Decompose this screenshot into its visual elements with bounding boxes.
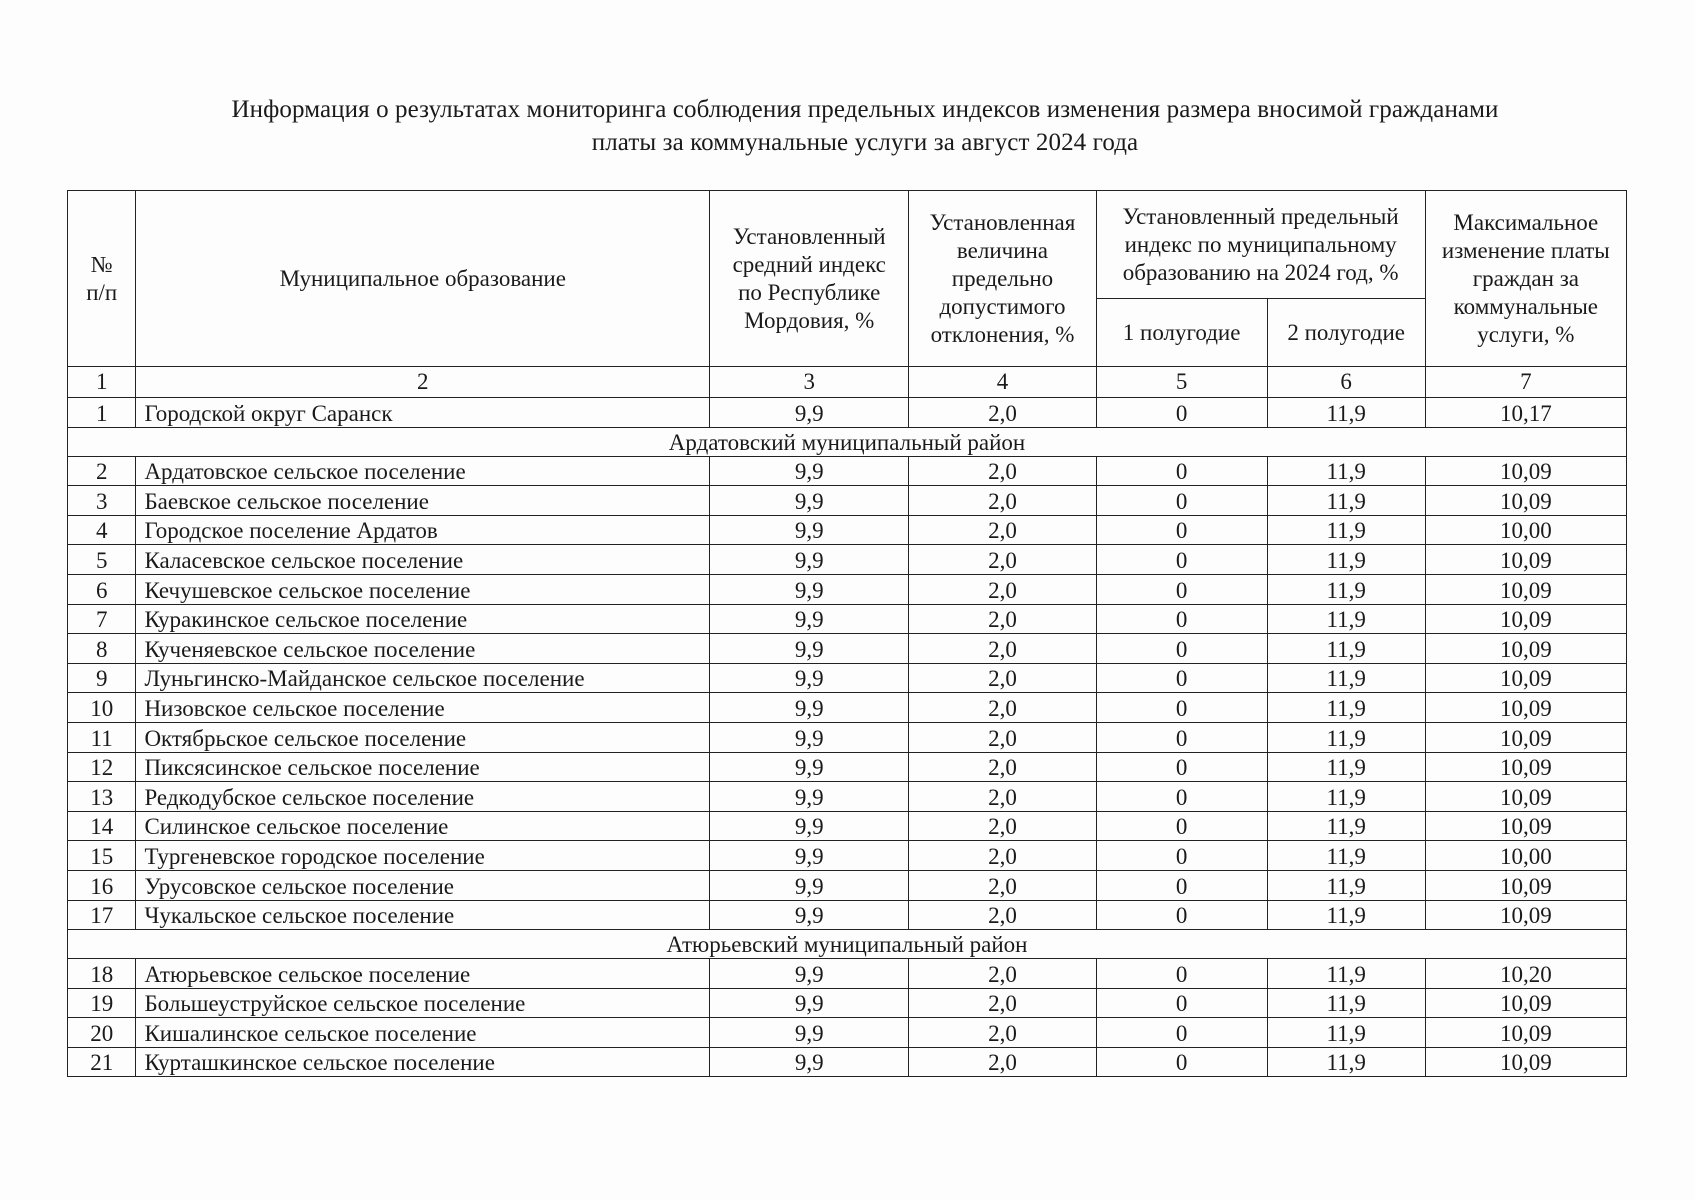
half-1-index-cell: 0 — [1096, 811, 1267, 841]
table-row — [68, 574, 1627, 604]
row-number-cell: 6 — [68, 574, 136, 604]
table-row — [68, 456, 1627, 486]
table-row — [68, 604, 1627, 634]
half-2-index-cell: 11,9 — [1267, 900, 1425, 930]
half-2-index-cell: 11,9 — [1267, 456, 1425, 486]
row-number-cell: 3 — [68, 486, 136, 516]
column-number: 6 — [1267, 367, 1425, 398]
max-change-cell: 10,09 — [1425, 900, 1626, 930]
half-2-index-cell: 11,9 — [1267, 841, 1425, 871]
column-number: 3 — [710, 367, 909, 398]
table-row — [68, 663, 1627, 693]
deviation-cell: 2,0 — [909, 456, 1096, 486]
table-row — [68, 900, 1627, 930]
municipality-name-cell: Урусовское сельское поселение — [136, 870, 710, 900]
district-group-label: Атюрьевский муниципальный район — [68, 930, 1627, 959]
half-2-index-cell: 11,9 — [1267, 1047, 1425, 1077]
municipality-name-cell: Силинское сельское поселение — [136, 811, 710, 841]
table-row — [68, 693, 1627, 723]
header-num: № п/п — [68, 191, 136, 367]
deviation-cell: 2,0 — [909, 1018, 1096, 1048]
table-row — [68, 870, 1627, 900]
avg-index-cell: 9,9 — [710, 988, 909, 1018]
avg-index-cell: 9,9 — [710, 1018, 909, 1048]
max-change-cell: 10,09 — [1425, 811, 1626, 841]
municipality-name-cell: Низовское сельское поселение — [136, 693, 710, 723]
avg-index-cell: 9,9 — [710, 959, 909, 989]
avg-index-cell: 9,9 — [710, 782, 909, 812]
municipality-name-cell: Большеуструйское сельское поселение — [136, 988, 710, 1018]
deviation-cell: 2,0 — [909, 1047, 1096, 1077]
avg-index-cell: 9,9 — [710, 663, 909, 693]
max-change-cell: 10,09 — [1425, 456, 1626, 486]
half-1-index-cell: 0 — [1096, 782, 1267, 812]
municipality-name-cell: Городской округ Саранск — [136, 398, 710, 428]
half-2-index-cell: 11,9 — [1267, 515, 1425, 545]
table-row — [68, 398, 1627, 428]
avg-index-cell: 9,9 — [710, 811, 909, 841]
deviation-cell: 2,0 — [909, 663, 1096, 693]
half-1-index-cell: 0 — [1096, 752, 1267, 782]
half-2-index-cell: 11,9 — [1267, 663, 1425, 693]
row-number-cell: 4 — [68, 515, 136, 545]
avg-index-cell: 9,9 — [710, 900, 909, 930]
avg-index-cell: 9,9 — [710, 722, 909, 752]
deviation-cell: 2,0 — [909, 841, 1096, 871]
half-1-index-cell: 0 — [1096, 988, 1267, 1018]
header-limit-index-group: Установленный предельный индекс по муниципальному образованию на 2024 год, % — [1096, 191, 1425, 299]
half-1-index-cell: 0 — [1096, 870, 1267, 900]
half-1-index-cell: 0 — [1096, 398, 1267, 428]
half-2-index-cell: 11,9 — [1267, 782, 1425, 812]
table-row — [68, 752, 1627, 782]
row-number-cell: 16 — [68, 870, 136, 900]
row-number-cell: 9 — [68, 663, 136, 693]
monitoring-table — [67, 190, 1627, 1077]
half-1-index-cell: 0 — [1096, 515, 1267, 545]
deviation-cell: 2,0 — [909, 811, 1096, 841]
max-change-cell: 10,09 — [1425, 574, 1626, 604]
municipality-name-cell: Кученяевское сельское поселение — [136, 634, 710, 664]
half-2-index-cell: 11,9 — [1267, 959, 1425, 989]
table-row — [68, 1047, 1627, 1077]
table-body — [68, 398, 1627, 1077]
avg-index-cell: 9,9 — [710, 545, 909, 575]
table-row — [68, 959, 1627, 989]
table-row — [68, 722, 1627, 752]
deviation-cell: 2,0 — [909, 693, 1096, 723]
header-half-1: 1 полугодие — [1096, 299, 1267, 367]
row-number-cell: 15 — [68, 841, 136, 871]
deviation-cell: 2,0 — [909, 515, 1096, 545]
row-number-cell: 14 — [68, 811, 136, 841]
municipality-name-cell: Атюрьевское сельское поселение — [136, 959, 710, 989]
row-number-cell: 12 — [68, 752, 136, 782]
half-1-index-cell: 0 — [1096, 1047, 1267, 1077]
deviation-cell: 2,0 — [909, 900, 1096, 930]
half-1-index-cell: 0 — [1096, 1018, 1267, 1048]
deviation-cell: 2,0 — [909, 870, 1096, 900]
max-change-cell: 10,00 — [1425, 515, 1626, 545]
row-number-cell: 21 — [68, 1047, 136, 1077]
half-1-index-cell: 0 — [1096, 574, 1267, 604]
municipality-name-cell: Курташкинское сельское поселение — [136, 1047, 710, 1077]
max-change-cell: 10,09 — [1425, 486, 1626, 516]
row-number-cell: 5 — [68, 545, 136, 575]
row-number-cell: 10 — [68, 693, 136, 723]
row-number-cell: 11 — [68, 722, 136, 752]
max-change-cell: 10,09 — [1425, 1018, 1626, 1048]
avg-index-cell: 9,9 — [710, 693, 909, 723]
max-change-cell: 10,17 — [1425, 398, 1626, 428]
deviation-cell: 2,0 — [909, 398, 1096, 428]
avg-index-cell: 9,9 — [710, 870, 909, 900]
avg-index-cell: 9,9 — [710, 574, 909, 604]
max-change-cell: 10,09 — [1425, 988, 1626, 1018]
deviation-cell: 2,0 — [909, 604, 1096, 634]
district-group-row — [68, 930, 1627, 959]
column-number: 5 — [1096, 367, 1267, 398]
column-number: 2 — [136, 367, 710, 398]
max-change-cell: 10,09 — [1425, 693, 1626, 723]
table-row — [68, 515, 1627, 545]
municipality-name-cell: Чукальское сельское поселение — [136, 900, 710, 930]
table-row — [68, 545, 1627, 575]
half-1-index-cell: 0 — [1096, 841, 1267, 871]
deviation-cell: 2,0 — [909, 574, 1096, 604]
half-2-index-cell: 11,9 — [1267, 693, 1425, 723]
header-half-2: 2 полугодие — [1267, 299, 1425, 367]
half-2-index-cell: 11,9 — [1267, 634, 1425, 664]
half-2-index-cell: 11,9 — [1267, 604, 1425, 634]
row-number-cell: 20 — [68, 1018, 136, 1048]
row-number-cell: 1 — [68, 398, 136, 428]
max-change-cell: 10,09 — [1425, 663, 1626, 693]
table-row — [68, 988, 1627, 1018]
max-change-cell: 10,00 — [1425, 841, 1626, 871]
district-group-row — [68, 427, 1627, 456]
deviation-cell: 2,0 — [909, 752, 1096, 782]
avg-index-cell: 9,9 — [710, 486, 909, 516]
deviation-cell: 2,0 — [909, 782, 1096, 812]
column-number: 7 — [1425, 367, 1626, 398]
avg-index-cell: 9,9 — [710, 1047, 909, 1077]
municipality-name-cell: Тургеневское городское поселение — [136, 841, 710, 871]
max-change-cell: 10,09 — [1425, 634, 1626, 664]
row-number-cell: 8 — [68, 634, 136, 664]
half-1-index-cell: 0 — [1096, 959, 1267, 989]
municipality-name-cell: Кечушевское сельское поселение — [136, 574, 710, 604]
row-number-cell: 19 — [68, 988, 136, 1018]
municipality-name-cell: Ардатовское сельское поселение — [136, 456, 710, 486]
row-number-cell: 7 — [68, 604, 136, 634]
half-2-index-cell: 11,9 — [1267, 574, 1425, 604]
municipality-name-cell: Баевское сельское поселение — [136, 486, 710, 516]
half-2-index-cell: 11,9 — [1267, 722, 1425, 752]
avg-index-cell: 9,9 — [710, 456, 909, 486]
max-change-cell: 10,09 — [1425, 545, 1626, 575]
half-1-index-cell: 0 — [1096, 634, 1267, 664]
deviation-cell: 2,0 — [909, 634, 1096, 664]
avg-index-cell: 9,9 — [710, 634, 909, 664]
title-line-2: платы за коммунальные услуги за август 2024 года — [591, 129, 1139, 156]
row-number-cell: 2 — [68, 456, 136, 486]
avg-index-cell: 9,9 — [710, 841, 909, 871]
column-numbers-row — [68, 367, 1627, 398]
deviation-cell: 2,0 — [909, 545, 1096, 575]
table-row — [68, 634, 1627, 664]
row-number-cell: 17 — [68, 900, 136, 930]
half-1-index-cell: 0 — [1096, 722, 1267, 752]
half-2-index-cell: 11,9 — [1267, 870, 1425, 900]
title-line-1: Информация о результатах мониторинга соблюдения предельных индексов изменения размера вносимой гражданами — [231, 96, 1499, 123]
table-row — [68, 782, 1627, 812]
municipality-name-cell: Городское поселение Ардатов — [136, 515, 710, 545]
table-row — [68, 1018, 1627, 1048]
municipality-name-cell: Кишалинское сельское поселение — [136, 1018, 710, 1048]
municipality-name-cell: Луньгинско-Майданское сельское поселение — [136, 663, 710, 693]
deviation-cell: 2,0 — [909, 988, 1096, 1018]
half-1-index-cell: 0 — [1096, 663, 1267, 693]
column-number: 1 — [68, 367, 136, 398]
max-change-cell: 10,09 — [1425, 604, 1626, 634]
district-group-label: Ардатовский муниципальный район — [68, 427, 1627, 456]
half-1-index-cell: 0 — [1096, 486, 1267, 516]
municipality-name-cell: Редкодубское сельское поселение — [136, 782, 710, 812]
max-change-cell: 10,09 — [1425, 1047, 1626, 1077]
municipality-name-cell: Пиксясинское сельское поселение — [136, 752, 710, 782]
half-1-index-cell: 0 — [1096, 456, 1267, 486]
half-2-index-cell: 11,9 — [1267, 545, 1425, 575]
row-number-cell: 13 — [68, 782, 136, 812]
table-row — [68, 486, 1627, 516]
half-2-index-cell: 11,9 — [1267, 398, 1425, 428]
municipality-name-cell: Куракинское сельское поселение — [136, 604, 710, 634]
half-2-index-cell: 11,9 — [1267, 752, 1425, 782]
max-change-cell: 10,09 — [1425, 722, 1626, 752]
row-number-cell: 18 — [68, 959, 136, 989]
half-1-index-cell: 0 — [1096, 604, 1267, 634]
half-1-index-cell: 0 — [1096, 545, 1267, 575]
avg-index-cell: 9,9 — [710, 752, 909, 782]
deviation-cell: 2,0 — [909, 959, 1096, 989]
column-number: 4 — [909, 367, 1096, 398]
header-municipality: Муниципальное образование — [136, 191, 710, 367]
half-2-index-cell: 11,9 — [1267, 486, 1425, 516]
half-1-index-cell: 0 — [1096, 900, 1267, 930]
max-change-cell: 10,09 — [1425, 782, 1626, 812]
table-row — [68, 841, 1627, 871]
avg-index-cell: 9,9 — [710, 515, 909, 545]
header-avg-index: Установленный средний индекс по Республике Мордовия, % — [710, 191, 909, 367]
document-title — [0, 93, 1695, 159]
max-change-cell: 10,09 — [1425, 870, 1626, 900]
header-deviation: Установленная величина предельно допустимого отклонения, % — [909, 191, 1096, 367]
avg-index-cell: 9,9 — [710, 604, 909, 634]
half-2-index-cell: 11,9 — [1267, 988, 1425, 1018]
half-2-index-cell: 11,9 — [1267, 811, 1425, 841]
max-change-cell: 10,09 — [1425, 752, 1626, 782]
table-row — [68, 811, 1627, 841]
header-max-change: Максимальное изменение платы граждан за коммунальные услуги, % — [1425, 191, 1626, 367]
max-change-cell: 10,20 — [1425, 959, 1626, 989]
avg-index-cell: 9,9 — [710, 398, 909, 428]
deviation-cell: 2,0 — [909, 486, 1096, 516]
half-1-index-cell: 0 — [1096, 693, 1267, 723]
municipality-name-cell: Каласевское сельское поселение — [136, 545, 710, 575]
deviation-cell: 2,0 — [909, 722, 1096, 752]
municipality-name-cell: Октябрьское сельское поселение — [136, 722, 710, 752]
half-2-index-cell: 11,9 — [1267, 1018, 1425, 1048]
